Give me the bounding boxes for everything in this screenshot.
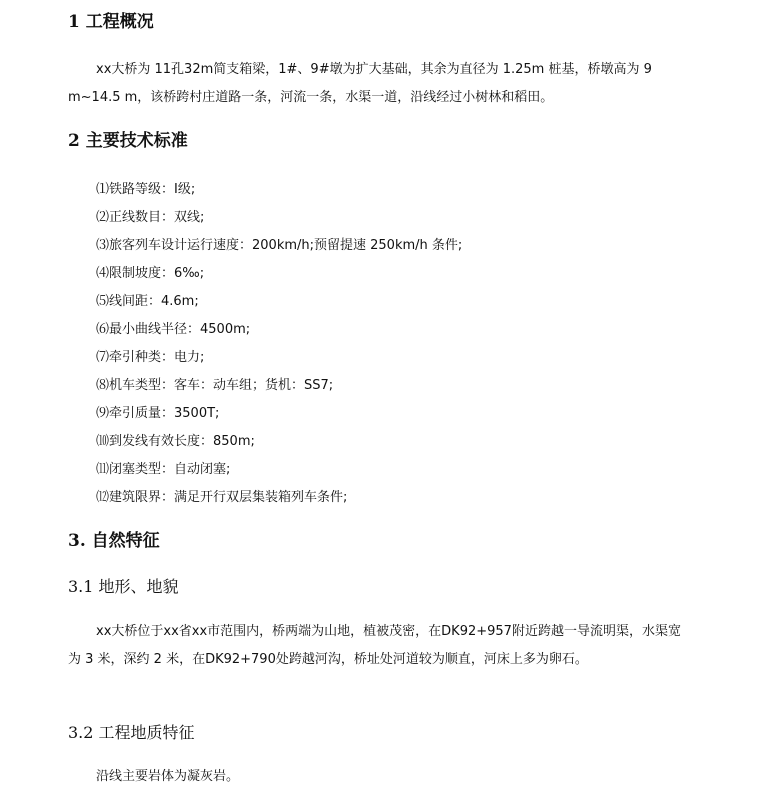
list-item: ⑹最小曲线半径：4500m; [96, 322, 251, 337]
section-3-1-heading: 3.1 地形、地貌 [68, 577, 179, 596]
section-3-2-paragraph: 沿线主要岩体为凝灰岩。 [96, 769, 240, 784]
list-item: ⑼牵引质量：3500T; [96, 406, 220, 421]
section-3-1-paragraph: xx大桥位于xx省xx市范围内，桥两端为山地，植被茂密，在DK92+957附近跨越一导流明渠，水渠宽为 3 米，深约 2 米，在DK92+790处跨越河沟，桥址处河道较为顺直，河床上多为卵石。 [68, 624, 681, 667]
section-3-2-heading: 3.2 工程地质特征 [68, 723, 195, 742]
list-item: ⑵正线数目：双线; [96, 210, 205, 225]
section-1-paragraph: xx大桥为 11孔32m简支箱梁，1#、9#墩为扩大基础，其余为直径为 1.25m 桩基，桥墩高为 9 m~14.5 m，该桥跨村庄道路一条，河流一条，水渠一道，沿线经过小树林和稻田。 [68, 62, 652, 105]
list-item: ⑻机车类型：客车：动车组；货机：SS7; [96, 378, 334, 393]
list-item: ⑽到发线有效长度：850m; [96, 434, 255, 449]
section-1-heading: 1 工程概况 [68, 12, 154, 32]
list-item: ⑾闭塞类型：自动闭塞; [96, 462, 231, 477]
list-item: ⑶旅客列车设计运行速度：200km/h;预留提速 250km/h 条件; [96, 238, 463, 253]
section-3-heading: 3. 自然特征 [68, 531, 160, 551]
list-item: ⑷限制坡度：6‰; [96, 266, 205, 281]
list-item: ⑸线间距：4.6m; [96, 294, 199, 309]
list-item: ⑿建筑限界：满足开行双层集装箱列车条件; [96, 490, 348, 505]
list-item: ⑴铁路等级：Ⅰ级; [96, 182, 196, 197]
list-item: ⑺牵引种类：电力; [96, 350, 205, 365]
section-2-heading: 2 主要技术标准 [68, 131, 188, 151]
technical-standards-list [96, 176, 462, 512]
